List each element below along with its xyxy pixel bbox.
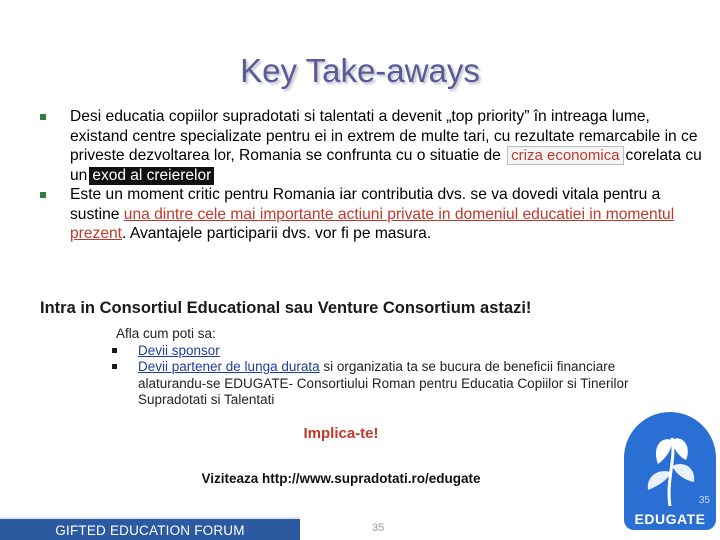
logo-page-mark: 35 <box>698 495 710 506</box>
exodus-highlight: exod al creierelor <box>89 167 214 185</box>
bullet-text: Desi educatia copiilor supradotati si talentati a devenit „top priority” în intreaga lume, existand centre specializate pentru ei in extrem de multe tari, cu rezultate remarcabile in ce priveste dezvoltarea lor, Romania se confrunta cu o situatie de <box>70 108 698 164</box>
howto-item-sponsor <box>110 343 650 360</box>
howto-item-partner <box>110 359 650 409</box>
edugate-logo <box>624 412 716 530</box>
slide-title: Key Take-aways <box>240 52 480 89</box>
implica-heading: Implica-te! <box>303 425 379 442</box>
square-bullet-icon <box>40 114 46 120</box>
square-bullet-icon <box>40 192 46 198</box>
howto-item-text: si organizatia ta se bucura de beneficii financiare alaturandu-se EDUGATE- Consortiului Roman pentru Educatia Copiilor si Tinerilor Supradotati si Talentati <box>138 359 629 407</box>
crisis-highlight: criza economica <box>507 146 623 165</box>
bullet-text-middle: corelata cu un <box>70 147 702 184</box>
footer-label: GIFTED EDUCATION FORUM <box>55 523 245 538</box>
become-sponsor-link[interactable]: Devii sponsor <box>138 342 220 358</box>
important-action-text: una dintre cele mai importante actiuni private in domeniul educatiei in momentul prezent <box>70 205 675 242</box>
square-bullet-icon <box>112 348 117 353</box>
bullet-text-after: . Avantajele participarii dvs. vor fi pe masura. <box>122 225 432 242</box>
bullet-item-priority <box>38 107 710 185</box>
bullet-item-critical-moment <box>38 185 710 244</box>
call-to-action: Intra in Consortiul Educational sau Venture Consortium astazi! <box>40 299 532 317</box>
logo-label: EDUGATE <box>634 511 706 527</box>
howto-list <box>110 326 650 409</box>
snowdrop-flower-icon <box>636 420 704 508</box>
become-partner-link[interactable]: Devii partener de lunga durata <box>138 359 320 374</box>
square-bullet-icon <box>112 364 117 369</box>
howto-intro: Afla cum poti sa: <box>116 326 216 341</box>
bullet-text: Este un moment critic pentru Romania iar contributia dvs. se va dovedi vitala pentru a sustine <box>70 186 661 223</box>
bullet-list <box>38 107 710 244</box>
visit-website-text[interactable]: Viziteaza http://www.supradotati.ro/edugate <box>201 471 481 486</box>
footer-bar <box>0 517 300 540</box>
page-number: 35 <box>372 522 385 534</box>
